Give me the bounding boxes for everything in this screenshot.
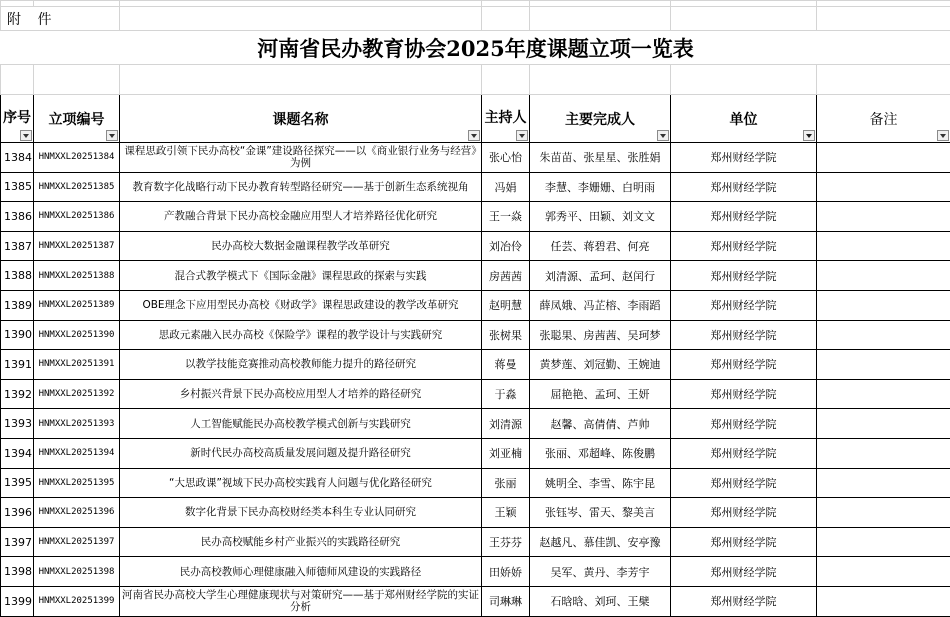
cell-seq[interactable]: 1394: [1, 438, 34, 468]
cell-host[interactable]: 张树果: [482, 320, 530, 350]
cell-code[interactable]: HNMXXL20251387: [34, 231, 120, 261]
cell-host[interactable]: 司琳琳: [482, 586, 530, 616]
cell[interactable]: [671, 7, 817, 31]
cell-members[interactable]: 李慧、李姗姗、白明雨: [530, 172, 671, 202]
header-topic-label: 课题名称: [272, 111, 329, 128]
table-row[interactable]: [1, 557, 950, 587]
cell[interactable]: [120, 65, 482, 95]
cell-note[interactable]: [817, 498, 950, 528]
cell-members[interactable]: 屈艳艳、孟珂、王妍: [530, 379, 671, 409]
cell-host[interactable]: 刘冶伶: [482, 231, 530, 261]
table-row[interactable]: [1, 409, 950, 439]
cell-members[interactable]: 赵越凡、慕佳凯、安亭豫: [530, 527, 671, 557]
spacer-row: [1, 65, 950, 95]
cell-note[interactable]: [817, 143, 950, 173]
header-host-label: 主持人: [484, 110, 527, 126]
header-note[interactable]: [817, 95, 950, 143]
filter-dropdown-icon[interactable]: [937, 130, 949, 141]
cell[interactable]: [671, 65, 817, 95]
table-row[interactable]: [1, 438, 950, 468]
cell-seq[interactable]: 1388: [1, 261, 34, 291]
header-seq[interactable]: [1, 95, 34, 143]
cell[interactable]: [482, 65, 530, 95]
cell-note[interactable]: [817, 557, 950, 587]
cell-code[interactable]: HNMXXL20251399: [34, 586, 120, 616]
cell-seq[interactable]: 1387: [1, 231, 34, 261]
cell-unit[interactable]: 郑州财经学院: [671, 586, 817, 616]
header-members-label: 主要完成人: [565, 111, 635, 128]
cell-seq[interactable]: 1396: [1, 498, 34, 528]
cell-note[interactable]: [817, 202, 950, 232]
cell-topic[interactable]: 产教融合背景下民办高校金融应用型人才培养路径优化研究: [120, 202, 482, 232]
cell-host[interactable]: 王一焱: [482, 202, 530, 232]
cell[interactable]: [817, 7, 950, 31]
cell-unit[interactable]: 郑州财经学院: [671, 409, 817, 439]
cell-unit[interactable]: 郑州财经学院: [671, 231, 817, 261]
cell-code[interactable]: HNMXXL20251390: [34, 320, 120, 350]
header-host[interactable]: [482, 95, 530, 143]
table-row[interactable]: [1, 143, 950, 173]
table-row[interactable]: [1, 468, 950, 498]
cell-note[interactable]: [817, 320, 950, 350]
cell-note[interactable]: [817, 350, 950, 380]
cell-note[interactable]: [817, 527, 950, 557]
cell-code[interactable]: HNMXXL20251386: [34, 202, 120, 232]
attachment-row: [1, 7, 950, 31]
header-seq-label: 序号: [3, 110, 31, 126]
cell-host[interactable]: 王颖: [482, 498, 530, 528]
cell-seq[interactable]: 1390: [1, 320, 34, 350]
cell-seq[interactable]: 1385: [1, 172, 34, 202]
cell[interactable]: [34, 65, 120, 95]
header-row: [1, 95, 950, 143]
cell-unit[interactable]: 郑州财经学院: [671, 261, 817, 291]
cell-note[interactable]: [817, 261, 950, 291]
cell-seq[interactable]: 1399: [1, 586, 34, 616]
cell-seq[interactable]: 1398: [1, 557, 34, 587]
cell-host[interactable]: 于淼: [482, 379, 530, 409]
cell-topic[interactable]: 数字化背景下民办高校财经类本科生专业认同研究: [120, 498, 482, 528]
cell-note[interactable]: [817, 290, 950, 320]
cell-host[interactable]: 刘亚楠: [482, 438, 530, 468]
cell-members[interactable]: 薛凤娥、冯芷榕、李雨蹈: [530, 290, 671, 320]
cell-code[interactable]: HNMXXL20251395: [34, 468, 120, 498]
header-unit-label: 单位: [729, 111, 758, 128]
header-members[interactable]: [530, 95, 671, 143]
cell-topic[interactable]: OBE理念下应用型民办高校《财政学》课程思政建设的教学改革研究: [120, 290, 482, 320]
cell-note[interactable]: [817, 468, 950, 498]
cell-topic[interactable]: 民办高校教师心理健康融入师德师风建设的实践路径: [120, 557, 482, 587]
cell-members[interactable]: 姚明全、李雪、陈宇昆: [530, 468, 671, 498]
cell-code[interactable]: HNMXXL20251392: [34, 379, 120, 409]
table-row[interactable]: [1, 586, 950, 616]
cell-topic[interactable]: 民办高校大数据金融课程教学改革研究: [120, 231, 482, 261]
cell[interactable]: [120, 7, 482, 31]
cell-code[interactable]: HNMXXL20251398: [34, 557, 120, 587]
cell-code[interactable]: HNMXXL20251391: [34, 350, 120, 380]
cell-code[interactable]: HNMXXL20251385: [34, 172, 120, 202]
cell-code[interactable]: HNMXXL20251397: [34, 527, 120, 557]
attachment-label[interactable]: 附 件: [1, 7, 120, 31]
cell-host[interactable]: 赵明慧: [482, 290, 530, 320]
cell-code[interactable]: HNMXXL20251396: [34, 498, 120, 528]
cell-host[interactable]: 田娇娇: [482, 557, 530, 587]
cell-seq[interactable]: 1397: [1, 527, 34, 557]
cell-code[interactable]: HNMXXL20251394: [34, 438, 120, 468]
cell-members[interactable]: 郭秀平、田颖、刘文文: [530, 202, 671, 232]
cell-topic[interactable]: 民办高校赋能乡村产业振兴的实践路径研究: [120, 527, 482, 557]
filter-dropdown-icon[interactable]: [516, 130, 528, 141]
cell[interactable]: [530, 65, 671, 95]
cell-members[interactable]: 黄梦莲、刘冠勤、王婉迪: [530, 350, 671, 380]
cell-members[interactable]: 刘清源、孟珂、赵闰行: [530, 261, 671, 291]
cell-host[interactable]: 张丽: [482, 468, 530, 498]
cell-code[interactable]: HNMXXL20251384: [34, 143, 120, 173]
cell-note[interactable]: [817, 586, 950, 616]
table-row[interactable]: [1, 231, 950, 261]
cell-members[interactable]: 吴军、黄丹、李芳宇: [530, 557, 671, 587]
cell-host[interactable]: 王芬芬: [482, 527, 530, 557]
cell-members[interactable]: 张聪果、房茜茜、吴珂梦: [530, 320, 671, 350]
cell-topic[interactable]: 河南省民办高校大学生心理健康现状与对策研究——基于郑州财经学院的实证分析: [120, 586, 482, 616]
cell[interactable]: [817, 65, 950, 95]
cell-members[interactable]: 张钰岑、雷天、黎美言: [530, 498, 671, 528]
cell-note[interactable]: [817, 172, 950, 202]
cell-seq[interactable]: 1393: [1, 409, 34, 439]
cell-unit[interactable]: 郑州财经学院: [671, 438, 817, 468]
cell-members[interactable]: 任芸、蒋碧君、何亮: [530, 231, 671, 261]
cell-unit[interactable]: 郑州财经学院: [671, 350, 817, 380]
cell-topic[interactable]: 新时代民办高校高质量发展问题及提升路径研究: [120, 438, 482, 468]
cell-unit[interactable]: 郑州财经学院: [671, 143, 817, 173]
cell-host[interactable]: 刘清源: [482, 409, 530, 439]
table-row[interactable]: [1, 379, 950, 409]
cell-members[interactable]: 朱苗苗、张星星、张胜娟: [530, 143, 671, 173]
table-row[interactable]: [1, 350, 950, 380]
filter-dropdown-icon[interactable]: [20, 130, 32, 141]
filter-dropdown-icon[interactable]: [468, 130, 480, 141]
cell-seq[interactable]: 1391: [1, 350, 34, 380]
cell-topic[interactable]: 混合式教学模式下《国际金融》课程思政的探索与实践: [120, 261, 482, 291]
cell-host[interactable]: 房茜茜: [482, 261, 530, 291]
cell-unit[interactable]: 郑州财经学院: [671, 557, 817, 587]
table-row[interactable]: [1, 320, 950, 350]
cell-members[interactable]: 石晗晗、刘珂、王檗: [530, 586, 671, 616]
table-row[interactable]: [1, 527, 950, 557]
cell-unit[interactable]: 郑州财经学院: [671, 202, 817, 232]
cell-topic[interactable]: 教育数字化战略行动下民办教育转型路径研究——基于创新生态系统视角: [120, 172, 482, 202]
cell-unit[interactable]: 郑州财经学院: [671, 498, 817, 528]
header-code-label: 立项编号: [48, 111, 105, 128]
cell-unit[interactable]: 郑州财经学院: [671, 290, 817, 320]
cell-unit[interactable]: 郑州财经学院: [671, 379, 817, 409]
cell-note[interactable]: [817, 438, 950, 468]
cell-members[interactable]: 张丽、邓超峰、陈俊鹏: [530, 438, 671, 468]
cell[interactable]: [1, 65, 34, 95]
cell-note[interactable]: [817, 409, 950, 439]
cell-unit[interactable]: 郑州财经学院: [671, 320, 817, 350]
filter-active-icon[interactable]: [803, 130, 815, 141]
cell-host[interactable]: 冯娟: [482, 172, 530, 202]
table-row[interactable]: [1, 498, 950, 528]
cell[interactable]: [530, 7, 671, 31]
cell-seq[interactable]: 1389: [1, 290, 34, 320]
header-topic[interactable]: [120, 95, 482, 143]
table-row[interactable]: [1, 202, 950, 232]
cell-unit[interactable]: 郑州财经学院: [671, 527, 817, 557]
sheet-title[interactable]: 河南省民办教育协会2025年度课题立项一览表: [1, 31, 950, 65]
cell-note[interactable]: [817, 379, 950, 409]
cell-seq[interactable]: 1386: [1, 202, 34, 232]
cell-topic[interactable]: 乡村振兴背景下民办高校应用型人才培养的路径研究: [120, 379, 482, 409]
cell-members[interactable]: 赵馨、高倩倩、芦帅: [530, 409, 671, 439]
cell-topic[interactable]: 以教学技能竞赛推动高校教师能力提升的路径研究: [120, 350, 482, 380]
header-unit[interactable]: [671, 95, 817, 143]
cell-topic[interactable]: 人工智能赋能民办高校教学模式创新与实践研究: [120, 409, 482, 439]
cell-code[interactable]: HNMXXL20251389: [34, 290, 120, 320]
filter-dropdown-icon[interactable]: [106, 130, 118, 141]
cell-unit[interactable]: 郑州财经学院: [671, 468, 817, 498]
filter-dropdown-icon[interactable]: [657, 130, 669, 141]
table-row[interactable]: [1, 261, 950, 291]
cell-topic[interactable]: 课程思政引领下民办高校“金课”建设路径探究——以《商业银行业务与经营》为例: [120, 143, 482, 173]
cell-host[interactable]: 张心怡: [482, 143, 530, 173]
cell-seq[interactable]: 1392: [1, 379, 34, 409]
cell-topic[interactable]: “大思政课”视域下民办高校实践育人问题与优化路径研究: [120, 468, 482, 498]
header-code[interactable]: [34, 95, 120, 143]
cell-note[interactable]: [817, 231, 950, 261]
table-body: [1, 143, 950, 617]
cell-seq[interactable]: 1395: [1, 468, 34, 498]
cell-code[interactable]: HNMXXL20251388: [34, 261, 120, 291]
cell-unit[interactable]: 郑州财经学院: [671, 172, 817, 202]
cell-host[interactable]: 蒋曼: [482, 350, 530, 380]
cell-code[interactable]: HNMXXL20251393: [34, 409, 120, 439]
cell[interactable]: [482, 7, 530, 31]
header-note-label: 备注: [869, 111, 898, 128]
table-row[interactable]: [1, 290, 950, 320]
cell-topic[interactable]: 思政元素融入民办高校《保险学》课程的教学设计与实践研究: [120, 320, 482, 350]
cell-seq[interactable]: 1384: [1, 143, 34, 173]
table-row[interactable]: [1, 172, 950, 202]
title-row: [1, 31, 950, 65]
